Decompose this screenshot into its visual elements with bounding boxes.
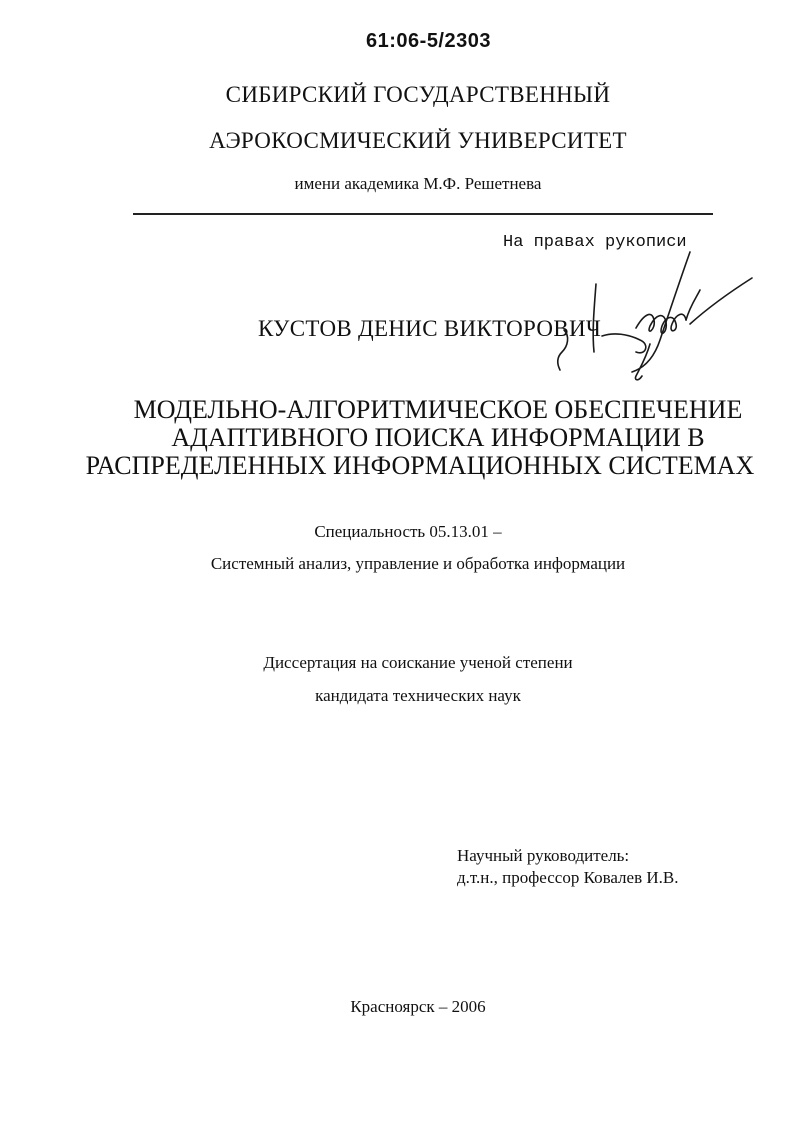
dissertation-title-line-2: АДАПТИВНОГО ПОИСКА ИНФОРМАЦИИ В — [171, 423, 705, 452]
dissertation-title-line-1: МОДЕЛЬНО-АЛГОРИТМИЧЕСКОЕ ОБЕСПЕЧЕНИЕ — [133, 395, 743, 424]
university-named-after: имени академика М.Ф. Решетнева — [294, 174, 542, 193]
handwritten-signature — [540, 240, 780, 390]
degree-line-2: кандидата технических наук — [315, 686, 521, 705]
archive-code: 61:06-5/2303 — [366, 30, 491, 52]
supervisor-role: Научный руководитель: — [457, 846, 630, 865]
header-divider — [133, 213, 713, 215]
specialty-code: Специальность 05.13.01 – — [314, 522, 502, 541]
degree-line-1: Диссертация на соискание ученой степени — [263, 653, 573, 672]
supervisor-name: д.т.н., профессор Ковалев И.В. — [457, 868, 679, 887]
university-name-line-2: АЭРОКОСМИЧЕСКИЙ УНИВЕРСИТЕТ — [209, 128, 627, 153]
dissertation-title-line-3: РАСПРЕДЕЛЕННЫХ ИНФОРМАЦИОННЫХ СИСТЕМАХ — [85, 451, 755, 480]
author-name: КУСТОВ ДЕНИС ВИКТОРОВИЧ — [258, 316, 602, 341]
city-year: Красноярск – 2006 — [350, 997, 486, 1016]
specialty-name: Системный анализ, управление и обработка информации — [210, 554, 626, 573]
manuscript-note: На правах рукописи — [503, 233, 687, 252]
university-name-line-1: СИБИРСКИЙ ГОСУДАРСТВЕННЫЙ — [225, 82, 611, 107]
